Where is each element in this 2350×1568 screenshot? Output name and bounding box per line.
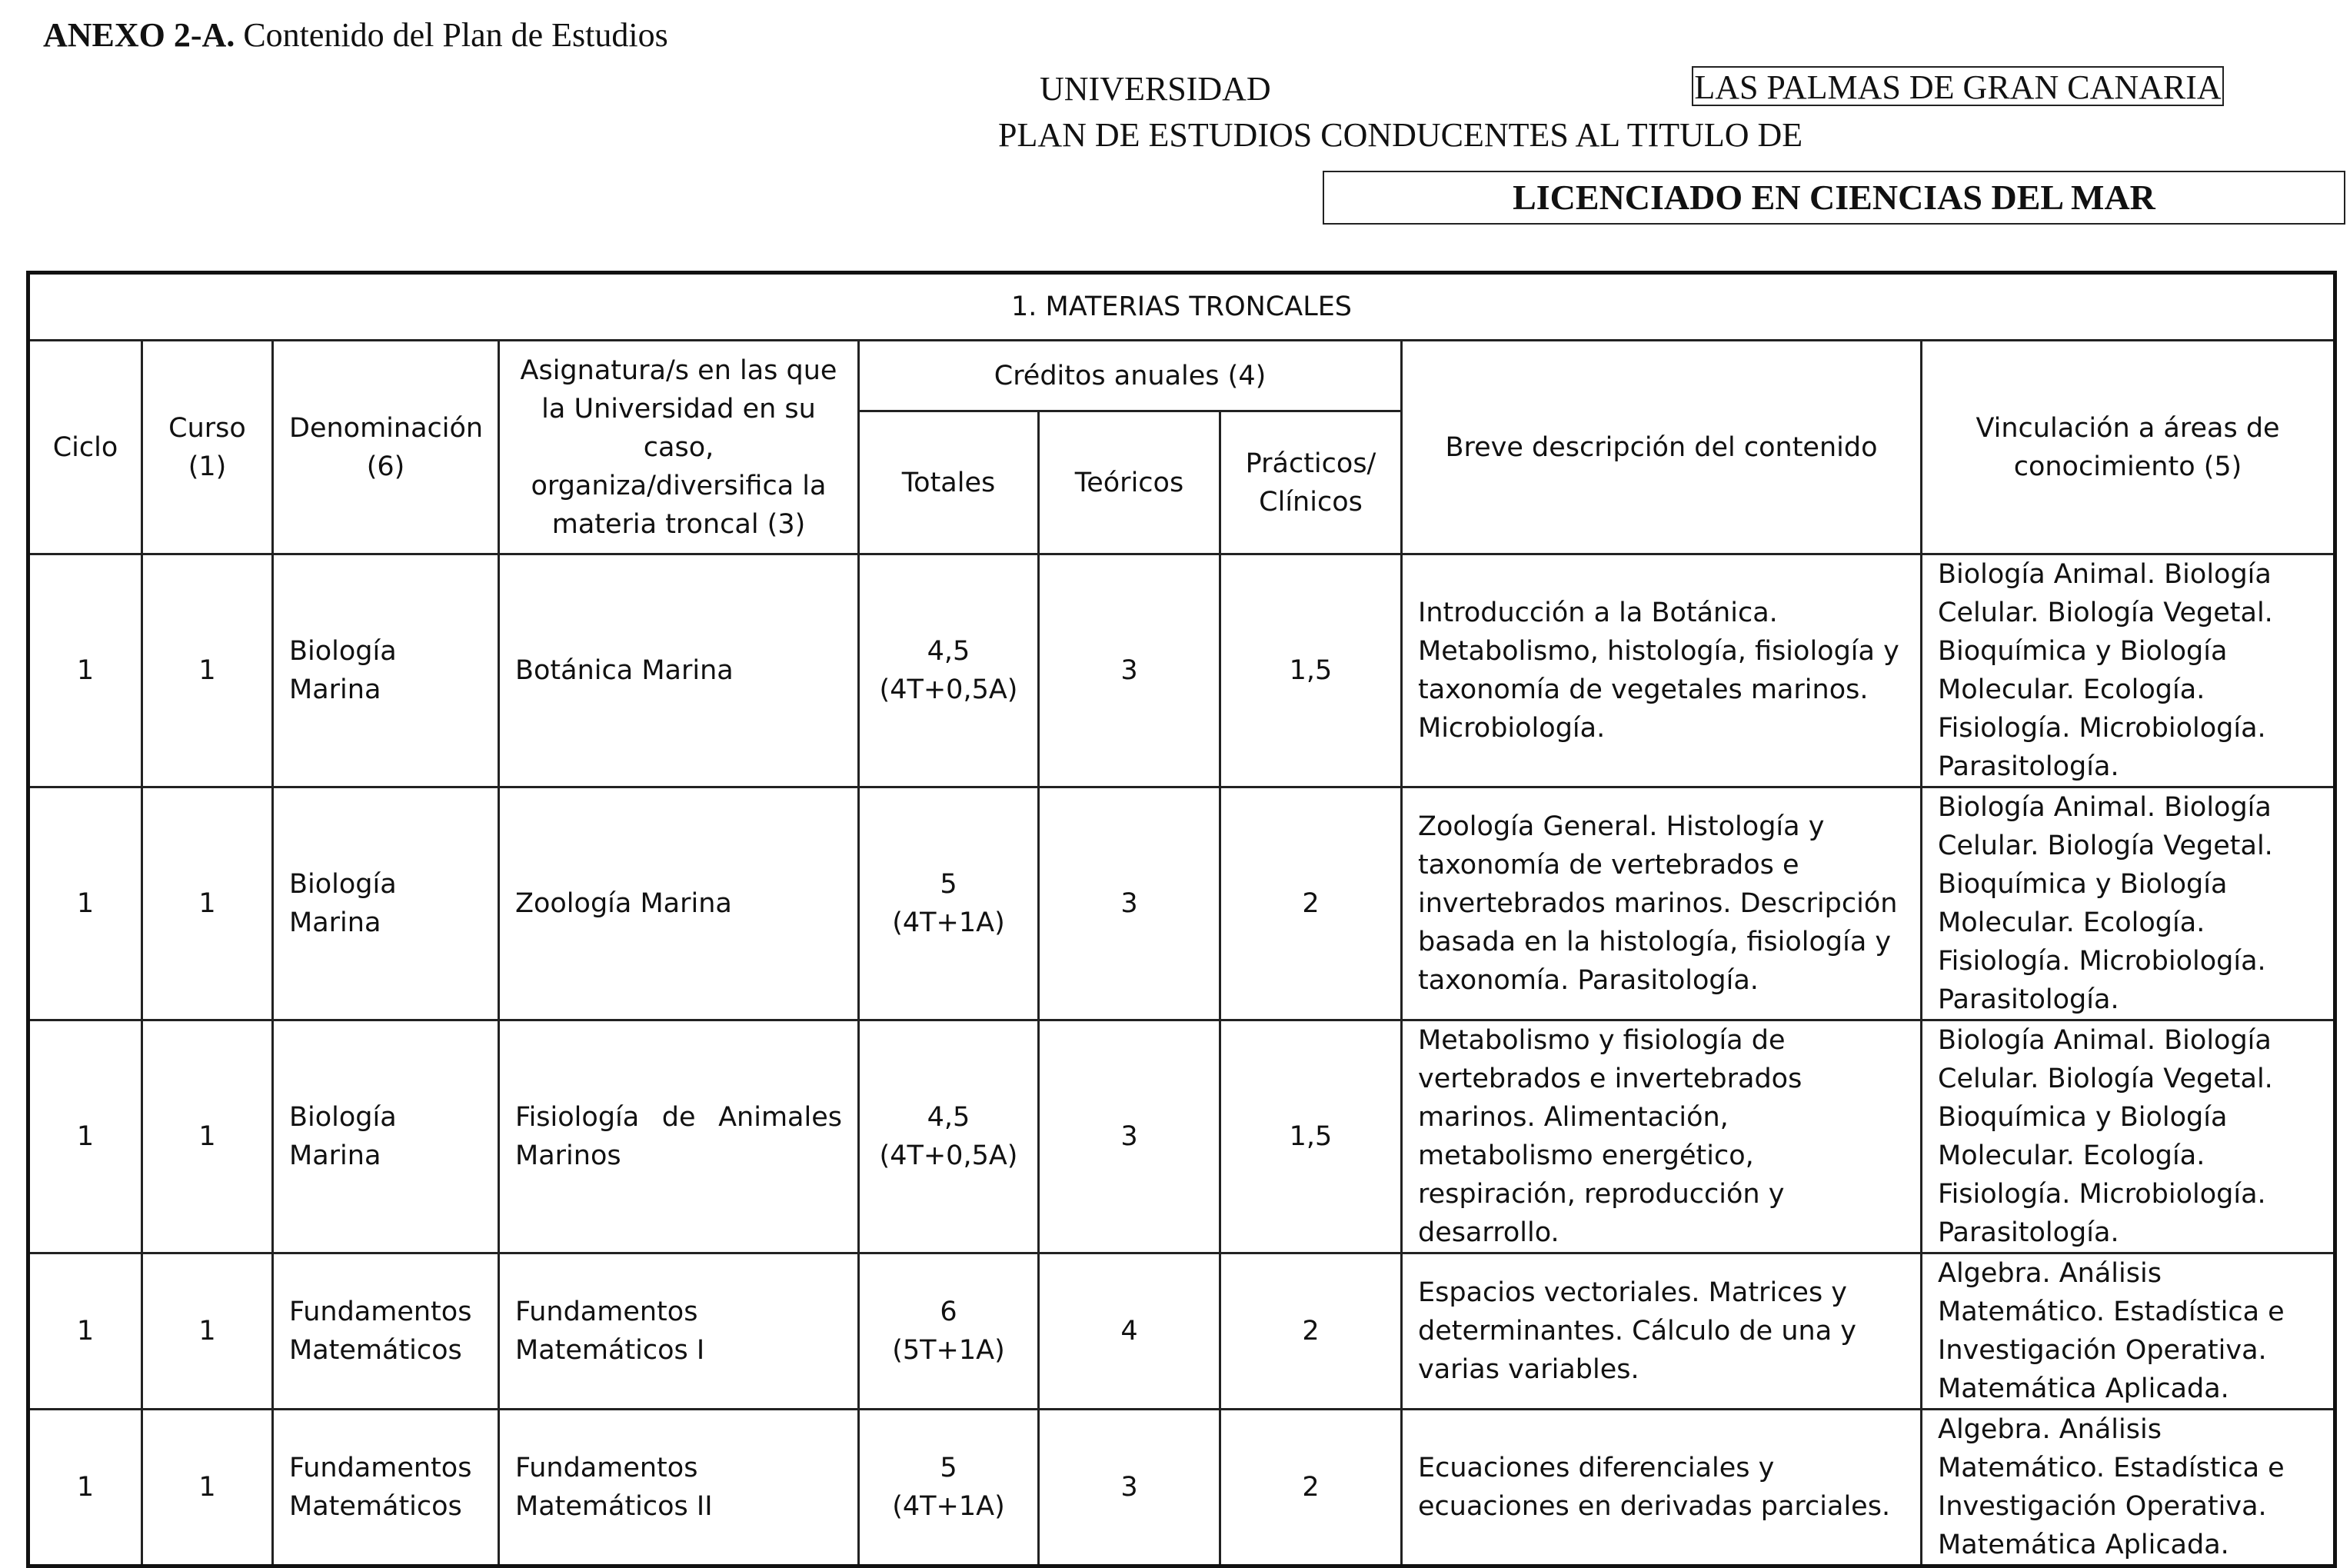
cell-denominacion: Biología Marina [273, 1020, 499, 1253]
university-name-box: LAS PALMAS DE GRAN CANARIA [1692, 66, 2224, 106]
degree-title-box: LICENCIADO EN CIENCIAS DEL MAR [1323, 171, 2345, 225]
cell-asignatura: Fundamentos Matemáticos II [499, 1410, 859, 1566]
cell-areas: Algebra. Análisis Matemático. Estadística e Investigación Operativa. Matemática Aplicada. [1922, 1253, 2335, 1410]
cell-asignatura: Botánica Marina [499, 554, 859, 787]
cell-ciclo: 1 [28, 1253, 142, 1410]
header-vinculacion: Vinculación a áreas de conocimiento (5) [1922, 341, 2335, 554]
table-row [28, 554, 2335, 787]
cell-curso: 1 [142, 787, 273, 1020]
annex-heading [43, 14, 668, 57]
cell-areas: Algebra. Análisis Matemático. Estadística e Investigación Operativa. Matemática Aplicada. [1922, 1410, 2335, 1566]
header-creditos: Créditos anuales (4) [859, 341, 1402, 411]
cell-totales [859, 554, 1039, 787]
cell-ciclo: 1 [28, 787, 142, 1020]
cell-totales [859, 787, 1039, 1020]
cell-totales [859, 1410, 1039, 1566]
header-practicos: Prácticos/ Clínicos [1220, 411, 1402, 554]
table-row [28, 1253, 2335, 1410]
cell-ciclo: 1 [28, 1020, 142, 1253]
materias-troncales-table [26, 271, 2337, 1568]
cell-totales [859, 1020, 1039, 1253]
table-row [28, 787, 2335, 1020]
cell-areas: Biología Animal. Biología Celular. Biología Vegetal. Bioquímica y Biología Molecular. Ecología. Fisiología. Microbiología. Parasitología. [1922, 554, 2335, 787]
annex-label: ANEXO 2-A. [43, 16, 235, 54]
cell-teoricos: 3 [1039, 787, 1220, 1020]
totales-detail: (4T+0,5A) [879, 674, 1018, 705]
plan-heading: PLAN DE ESTUDIOS CONDUCENTES AL TITULO DE [998, 116, 1803, 154]
cell-teoricos: 4 [1039, 1253, 1220, 1410]
cell-practicos: 1,5 [1220, 554, 1402, 787]
annex-title: Contenido del Plan de Estudios [243, 16, 668, 54]
section-title-row [28, 273, 2335, 341]
cell-teoricos: 3 [1039, 1020, 1220, 1253]
cell-ciclo: 1 [28, 554, 142, 787]
totales-value: 5 [940, 869, 957, 900]
cell-descripcion: Metabolismo y fisiología de vertebrados e invertebrados marinos. Alimentación, metabolismo energético, respiración, reproducción y desarrollo. [1402, 1020, 1922, 1253]
header-asignaturas: Asignatura/s en las que la Universidad en su caso, organiza/diversifica la materia troncal (3) [499, 341, 859, 554]
cell-descripcion: Introducción a la Botánica. Metabolismo, histología, fisiología y taxonomía de vegetales marinos. Microbiología. [1402, 554, 1922, 787]
university-label: UNIVERSIDAD [1040, 70, 1271, 108]
cell-curso: 1 [142, 1410, 273, 1566]
header-ciclo: Ciclo [28, 341, 142, 554]
cell-ciclo: 1 [28, 1410, 142, 1566]
cell-teoricos: 3 [1039, 554, 1220, 787]
header-row-1 [28, 341, 2335, 411]
header-totales: Totales [859, 411, 1039, 554]
cell-curso: 1 [142, 1020, 273, 1253]
totales-value: 5 [940, 1453, 957, 1483]
header-denominacion: Denominación (6) [273, 341, 499, 554]
cell-areas: Biología Animal. Biología Celular. Biología Vegetal. Bioquímica y Biología Molecular. Ecología. Fisiología. Microbiología. Parasitología. [1922, 1020, 2335, 1253]
cell-practicos: 2 [1220, 787, 1402, 1020]
cell-areas: Biología Animal. Biología Celular. Biología Vegetal. Bioquímica y Biología Molecular. Ecología. Fisiología. Microbiología. Parasitología. [1922, 787, 2335, 1020]
section-title: 1. MATERIAS TRONCALES [28, 273, 2335, 341]
totales-detail: (4T+1A) [892, 907, 1005, 938]
cell-descripcion: Ecuaciones diferenciales y ecuaciones en derivadas parciales. [1402, 1410, 1922, 1566]
totales-detail: (4T+0,5A) [879, 1140, 1018, 1171]
cell-asignatura: Fundamentos Matemáticos I [499, 1253, 859, 1410]
cell-descripcion: Zoología General. Histología y taxonomía de vertebrados e invertebrados marinos. Descripción basada en la histología, fisiología y taxonomía. Parasitología. [1402, 787, 1922, 1020]
cell-curso: 1 [142, 1253, 273, 1410]
cell-teoricos: 3 [1039, 1410, 1220, 1566]
table-row [28, 1020, 2335, 1253]
cell-denominacion: Biología Marina [273, 787, 499, 1020]
totales-detail: (5T+1A) [892, 1335, 1005, 1366]
cell-curso: 1 [142, 554, 273, 787]
cell-totales [859, 1253, 1039, 1410]
header-curso: Curso (1) [142, 341, 273, 554]
cell-asignatura: Fisiología de Animales Marinos [499, 1020, 859, 1253]
cell-asignatura: Zoología Marina [499, 787, 859, 1020]
cell-practicos: 2 [1220, 1253, 1402, 1410]
totales-value: 6 [940, 1297, 957, 1327]
header-descripcion: Breve descripción del contenido [1402, 341, 1922, 554]
cell-denominacion: Fundamentos Matemáticos [273, 1253, 499, 1410]
cell-practicos: 1,5 [1220, 1020, 1402, 1253]
header-teoricos: Teóricos [1039, 411, 1220, 554]
cell-descripcion: Espacios vectoriales. Matrices y determinantes. Cálculo de una y varias variables. [1402, 1253, 1922, 1410]
totales-detail: (4T+1A) [892, 1491, 1005, 1522]
totales-value: 4,5 [927, 636, 970, 667]
table-row [28, 1410, 2335, 1566]
totales-value: 4,5 [927, 1102, 970, 1133]
cell-practicos: 2 [1220, 1410, 1402, 1566]
cell-denominacion: Fundamentos Matemáticos [273, 1410, 499, 1566]
cell-denominacion: Biología Marina [273, 554, 499, 787]
